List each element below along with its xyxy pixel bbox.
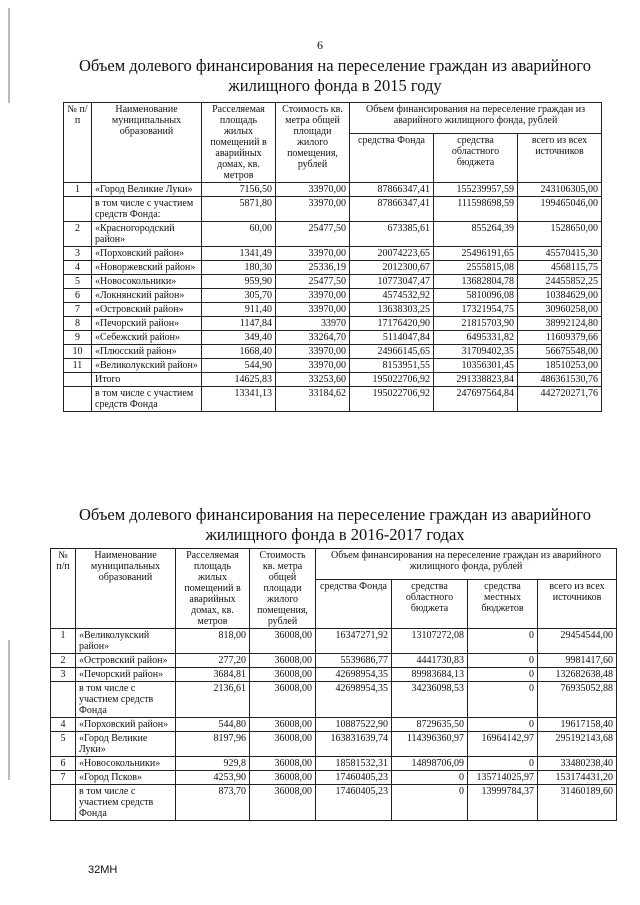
cell-regional: 855264,39 (434, 222, 518, 247)
cell-num: 5 (64, 275, 92, 289)
cell-num: 2 (64, 222, 92, 247)
cell-cost: 36008,00 (250, 718, 316, 732)
header-name: Наименование муниципальных образований (76, 549, 176, 629)
cell-total: 4568115,75 (518, 261, 602, 275)
table-row (64, 317, 602, 331)
table-row (64, 222, 602, 247)
cell-num (64, 197, 92, 222)
cell-area: 1147,84 (202, 317, 276, 331)
table-row (64, 345, 602, 359)
header-name: Наименование муниципальных образований (92, 103, 202, 183)
cell-area: 2136,61 (176, 682, 250, 718)
cell-fund: 5539686,77 (316, 654, 392, 668)
cell-regional: 291338823,84 (434, 373, 518, 387)
header-fund: средства Фонда (316, 580, 392, 629)
cell-name: «Город Великие Луки» (92, 183, 202, 197)
scan-edge-mark (8, 640, 10, 780)
table-row (51, 668, 617, 682)
footer-code: 32МН (88, 864, 118, 876)
header-area: Расселяемая площадь жилых помещений в аварийных домах, кв. метров (202, 103, 276, 183)
cell-cost: 36008,00 (250, 771, 316, 785)
cell-cost: 36008,00 (250, 682, 316, 718)
cell-name: в том числе с участием средств Фонда (76, 785, 176, 821)
cell-total: 486361530,76 (518, 373, 602, 387)
header-regional: средства областного бюджета (392, 580, 468, 629)
cell-name: «Новоржевский район» (92, 261, 202, 275)
cell-num: 8 (64, 317, 92, 331)
cell-local: 0 (468, 629, 538, 654)
cell-cost: 36008,00 (250, 757, 316, 771)
table-row (51, 757, 617, 771)
cell-num: 10 (64, 345, 92, 359)
cell-regional: 0 (392, 771, 468, 785)
scan-edge-mark (8, 8, 10, 103)
cell-local: 0 (468, 654, 538, 668)
cell-cost: 33970,00 (276, 197, 350, 222)
cell-num: 5 (51, 732, 76, 757)
cell-regional: 89983684,13 (392, 668, 468, 682)
cell-fund: 16347271,92 (316, 629, 392, 654)
header-total: всего из всех источников (518, 134, 602, 183)
cell-num: 9 (64, 331, 92, 345)
cell-total: 11609379,66 (518, 331, 602, 345)
cell-num (64, 373, 92, 387)
header-total: всего из всех источников (538, 580, 617, 629)
cell-area: 8197,96 (176, 732, 250, 757)
cell-area: 180,30 (202, 261, 276, 275)
cell-local: 16964142,97 (468, 732, 538, 757)
cell-area: 277,20 (176, 654, 250, 668)
cell-area: 544,80 (176, 718, 250, 732)
cell-name: «Себежский район» (92, 331, 202, 345)
cell-name: в том числе с участием средств Фонда: (92, 197, 202, 222)
cell-regional: 111598698,59 (434, 197, 518, 222)
table-row (64, 359, 602, 373)
funding-table-2015 (63, 102, 602, 412)
cell-fund: 195022706,92 (350, 373, 434, 387)
cell-local: 0 (468, 668, 538, 682)
cell-area: 7156,50 (202, 183, 276, 197)
cell-name: «Локнянский район» (92, 289, 202, 303)
cell-cost: 25336,19 (276, 261, 350, 275)
cell-cost: 33970,00 (276, 303, 350, 317)
cell-regional: 25496191,65 (434, 247, 518, 261)
cell-fund: 10773047,47 (350, 275, 434, 289)
cell-cost: 33970 (276, 317, 350, 331)
cell-fund: 17460405,23 (316, 771, 392, 785)
table-row (51, 785, 617, 821)
table-row (64, 331, 602, 345)
cell-num (51, 785, 76, 821)
cell-total: 24455852,25 (518, 275, 602, 289)
cell-total: 132682638,48 (538, 668, 617, 682)
cell-name: «Печорский район» (76, 668, 176, 682)
cell-regional: 2555815,08 (434, 261, 518, 275)
cell-num: 1 (64, 183, 92, 197)
cell-area: 5871,80 (202, 197, 276, 222)
cell-regional: 34236098,53 (392, 682, 468, 718)
cell-total: 38992124,80 (518, 317, 602, 331)
cell-regional: 4441730,83 (392, 654, 468, 668)
table-row (64, 275, 602, 289)
cell-cost: 25477,50 (276, 275, 350, 289)
cell-local: 0 (468, 682, 538, 718)
cell-area: 13341,13 (202, 387, 276, 412)
header-fund: средства Фонда (350, 134, 434, 183)
cell-cost: 33970,00 (276, 345, 350, 359)
cell-total: 29454544,00 (538, 629, 617, 654)
cell-num: 3 (51, 668, 76, 682)
table-row (51, 732, 617, 757)
cell-area: 1341,49 (202, 247, 276, 261)
table-row (64, 197, 602, 222)
table-row (64, 183, 602, 197)
cell-regional: 31709402,35 (434, 345, 518, 359)
cell-regional: 8729635,50 (392, 718, 468, 732)
cell-fund: 2012300,67 (350, 261, 434, 275)
cell-cost: 36008,00 (250, 654, 316, 668)
cell-cost: 25477,50 (276, 222, 350, 247)
cell-name: «Великолукский район» (92, 359, 202, 373)
cell-name: «Город Псков» (76, 771, 176, 785)
cell-total: 10384629,00 (518, 289, 602, 303)
cell-name: в том числе с участием средств Фонда (92, 387, 202, 412)
table-row (64, 303, 602, 317)
header-cost: Стоимость кв. метра общей площади жилого помещения, рублей (250, 549, 316, 629)
cell-num: 7 (64, 303, 92, 317)
cell-cost: 33253,60 (276, 373, 350, 387)
cell-regional: 114396360,97 (392, 732, 468, 757)
table-row (51, 718, 617, 732)
cell-area: 3684,81 (176, 668, 250, 682)
cell-local: 135714025,97 (468, 771, 538, 785)
table2-title: Объем долевого финансирования на переселение граждан из аварийного жилищного фонда в 2016-2017 годах (78, 505, 592, 544)
cell-name: в том числе с участием средств Фонда (76, 682, 176, 718)
cell-regional: 17321954,75 (434, 303, 518, 317)
cell-fund: 195022706,92 (350, 387, 434, 412)
cell-cost: 36008,00 (250, 732, 316, 757)
funding-table-2016-2017 (50, 548, 617, 821)
cell-fund: 18581532,31 (316, 757, 392, 771)
cell-total: 45570415,30 (518, 247, 602, 261)
cell-area: 60,00 (202, 222, 276, 247)
cell-regional: 10356301,45 (434, 359, 518, 373)
cell-fund: 87866347,41 (350, 183, 434, 197)
cell-fund: 17176420,90 (350, 317, 434, 331)
table-row (51, 654, 617, 668)
cell-num: 6 (51, 757, 76, 771)
cell-local: 0 (468, 757, 538, 771)
cell-total: 31460189,60 (538, 785, 617, 821)
cell-cost: 33970,00 (276, 289, 350, 303)
cell-total: 19617158,40 (538, 718, 617, 732)
table1-title: Объем долевого финансирования на переселение граждан из аварийного жилищного фонда в 2015 году (78, 56, 592, 95)
table-row (51, 682, 617, 718)
cell-fund: 42698954,35 (316, 668, 392, 682)
cell-name: «Плюсский район» (92, 345, 202, 359)
table-row (64, 261, 602, 275)
cell-total: 199465046,00 (518, 197, 602, 222)
cell-fund: 4574532,92 (350, 289, 434, 303)
cell-fund: 163831639,74 (316, 732, 392, 757)
cell-num: 4 (64, 261, 92, 275)
cell-name: «Порховский район» (76, 718, 176, 732)
cell-area: 959,90 (202, 275, 276, 289)
table-row (64, 387, 602, 412)
cell-name: «Островский район» (92, 303, 202, 317)
header-funding: Объем финансирования на переселение граждан из аварийного жилищного фонда, рублей (350, 103, 602, 134)
cell-name: «Печорский район» (92, 317, 202, 331)
cell-area: 4253,90 (176, 771, 250, 785)
page-number: 6 (317, 38, 323, 52)
header-num: № п/п (51, 549, 76, 629)
cell-num: 6 (64, 289, 92, 303)
cell-total: 295192143,68 (538, 732, 617, 757)
cell-area: 349,40 (202, 331, 276, 345)
cell-num (64, 387, 92, 412)
cell-total: 33480238,40 (538, 757, 617, 771)
cell-fund: 10887522,90 (316, 718, 392, 732)
cell-area: 544,90 (202, 359, 276, 373)
cell-num: 3 (64, 247, 92, 261)
cell-local: 13999784,37 (468, 785, 538, 821)
header-funding: Объем финансирования на переселение граждан из аварийного жилищного фонда, рублей (316, 549, 617, 580)
cell-total: 56675548,00 (518, 345, 602, 359)
cell-fund: 17460405,23 (316, 785, 392, 821)
cell-regional: 247697564,84 (434, 387, 518, 412)
cell-total: 9981417,60 (538, 654, 617, 668)
cell-num: 4 (51, 718, 76, 732)
header-area: Расселяемая площадь жилых помещений в аварийных домах, кв. метров (176, 549, 250, 629)
cell-num: 2 (51, 654, 76, 668)
cell-name: «Красногородский район» (92, 222, 202, 247)
cell-regional: 0 (392, 785, 468, 821)
cell-name: «Порховский район» (92, 247, 202, 261)
cell-fund: 673385,61 (350, 222, 434, 247)
cell-name: «Город Великие Луки» (76, 732, 176, 757)
cell-name: «Новосокольники» (92, 275, 202, 289)
header-local: средства местных бюджетов (468, 580, 538, 629)
cell-cost: 33970,00 (276, 247, 350, 261)
cell-num (51, 682, 76, 718)
table-row (51, 771, 617, 785)
cell-regional: 155239957,59 (434, 183, 518, 197)
table-row (51, 629, 617, 654)
cell-regional: 5810096,08 (434, 289, 518, 303)
cell-cost: 33264,70 (276, 331, 350, 345)
cell-regional: 14898706,09 (392, 757, 468, 771)
table-row (64, 247, 602, 261)
cell-total: 1528650,00 (518, 222, 602, 247)
cell-local: 0 (468, 718, 538, 732)
table-row (64, 289, 602, 303)
cell-total: 30960258,00 (518, 303, 602, 317)
cell-cost: 33184,62 (276, 387, 350, 412)
cell-cost: 33970,00 (276, 359, 350, 373)
cell-total: 76935052,88 (538, 682, 617, 718)
cell-regional: 6495331,82 (434, 331, 518, 345)
cell-fund: 87866347,41 (350, 197, 434, 222)
cell-cost: 36008,00 (250, 668, 316, 682)
cell-fund: 42698954,35 (316, 682, 392, 718)
cell-total: 153174431,20 (538, 771, 617, 785)
cell-fund: 20074223,65 (350, 247, 434, 261)
cell-cost: 36008,00 (250, 785, 316, 821)
cell-fund: 8153951,55 (350, 359, 434, 373)
cell-fund: 5114047,84 (350, 331, 434, 345)
cell-regional: 13682804,78 (434, 275, 518, 289)
cell-area: 911,40 (202, 303, 276, 317)
cell-num: 7 (51, 771, 76, 785)
cell-total: 442720271,76 (518, 387, 602, 412)
cell-area: 818,00 (176, 629, 250, 654)
cell-total: 18510253,00 (518, 359, 602, 373)
header-cost: Стоимость кв. метра общей площади жилого помещения, рублей (276, 103, 350, 183)
cell-name: Итого (92, 373, 202, 387)
cell-num: 1 (51, 629, 76, 654)
cell-name: «Великолукский район» (76, 629, 176, 654)
cell-total: 243106305,00 (518, 183, 602, 197)
header-num: № п/п (64, 103, 92, 183)
table-row (64, 373, 602, 387)
header-regional: средства областного бюджета (434, 134, 518, 183)
cell-regional: 21815703,90 (434, 317, 518, 331)
cell-area: 929,8 (176, 757, 250, 771)
cell-area: 305,70 (202, 289, 276, 303)
cell-cost: 33970,00 (276, 183, 350, 197)
cell-name: «Островский район» (76, 654, 176, 668)
cell-name: «Новосокольники» (76, 757, 176, 771)
cell-fund: 13638303,25 (350, 303, 434, 317)
cell-fund: 24966145,65 (350, 345, 434, 359)
cell-regional: 13107272,08 (392, 629, 468, 654)
cell-area: 14625,83 (202, 373, 276, 387)
cell-cost: 36008,00 (250, 629, 316, 654)
cell-num: 11 (64, 359, 92, 373)
cell-area: 1668,40 (202, 345, 276, 359)
cell-area: 873,70 (176, 785, 250, 821)
